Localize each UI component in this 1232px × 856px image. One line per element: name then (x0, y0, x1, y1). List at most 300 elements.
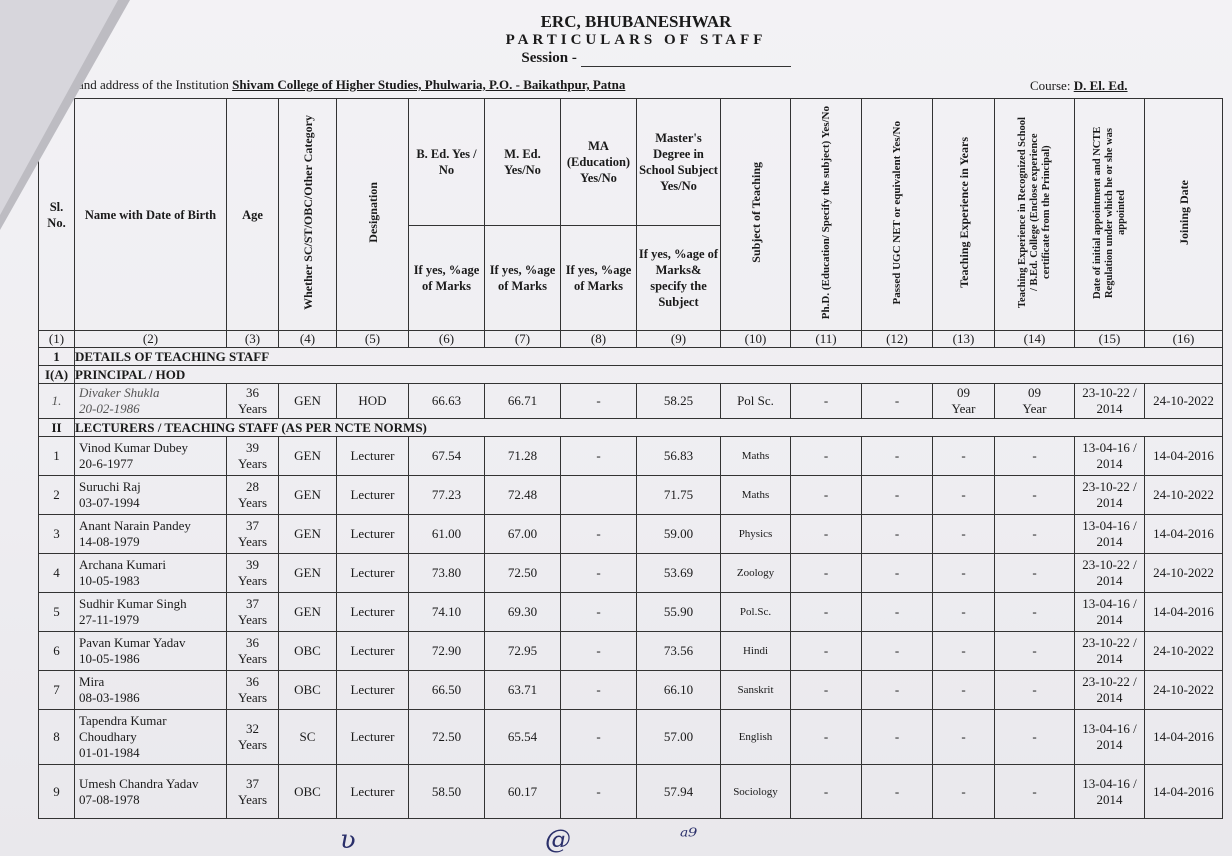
cell-name (75, 476, 227, 515)
col-joining-text: Joining Date (1176, 179, 1191, 245)
cell-designation (337, 515, 409, 554)
subject-text: Maths (741, 489, 770, 501)
cell-sl (39, 765, 75, 819)
column-number: (7) (485, 331, 561, 348)
category-text: GEN (294, 565, 321, 580)
bed-text: 74.10 (431, 604, 462, 619)
section-title: PRINCIPAL / HOD (75, 366, 1223, 384)
appt-year: 2014 (1096, 791, 1123, 807)
col-sl: Sl. No. (39, 99, 75, 331)
exp-text: - (961, 682, 966, 697)
col-category-text: Whether SC/ST/OBC/Other Category (300, 115, 315, 310)
net-text: - (894, 643, 900, 658)
cell-designation (337, 593, 409, 632)
section-number: I(A) (39, 366, 75, 384)
cell-appointment (1075, 671, 1145, 710)
cell-masters (637, 671, 721, 710)
phd-text: - (823, 448, 829, 463)
masters-text: 56.83 (663, 448, 694, 463)
bed-text: 72.90 (431, 643, 462, 658)
column-number: (4) (279, 331, 337, 348)
col-med-top: M. Ed. Yes/No (485, 99, 561, 226)
appt-date: 23-10-22 / (1082, 674, 1137, 689)
exp2-value: 09 (1028, 385, 1041, 400)
cell-phd (791, 515, 862, 554)
exp2-text: - (1032, 604, 1037, 619)
table-row (39, 765, 1223, 819)
column-number: (9) (637, 331, 721, 348)
exp-text: - (961, 604, 966, 619)
section-row (39, 419, 1223, 437)
table-row (39, 671, 1223, 710)
cell-name (75, 710, 227, 765)
masters-text: 53.69 (663, 565, 694, 580)
cell-experience (933, 632, 995, 671)
bed-text: 58.50 (431, 783, 462, 799)
col-appointment-text: Date of initial appointment and NCTE Regulation under which he or she was appointed (1091, 126, 1127, 299)
cell-bed (409, 437, 485, 476)
cell-bed (409, 710, 485, 765)
column-number: (10) (721, 331, 791, 348)
age-value: 37 (246, 596, 259, 611)
exp-value: 09 (957, 385, 970, 400)
cell-category (279, 437, 337, 476)
cell-experience-recognized (995, 437, 1075, 476)
cell-joining (1145, 476, 1223, 515)
sl-text: 5 (53, 604, 60, 619)
cell-name (75, 632, 227, 671)
appt-date: 23-10-22 / (1082, 385, 1137, 400)
cell-med: 66.71 (485, 384, 561, 419)
cell-med (485, 437, 561, 476)
bed-text: 77.23 (431, 487, 462, 502)
bed-text: 67.54 (431, 448, 462, 463)
column-number: (11) (791, 331, 862, 348)
col-phd-text: Ph.D. (Education/ Specify the subject) Yes/No (820, 105, 832, 320)
cell-experience-recognized (995, 554, 1075, 593)
cell-net (862, 671, 933, 710)
cell-ma (561, 554, 637, 593)
cell-masters (637, 593, 721, 632)
table-row (39, 554, 1223, 593)
column-number: (12) (862, 331, 933, 348)
designation-text: Lecturer (350, 643, 395, 658)
sl-text: 7 (53, 682, 60, 697)
cell-phd (791, 710, 862, 765)
cell-bed (409, 476, 485, 515)
age-value: 39 (246, 440, 259, 455)
table-row (39, 515, 1223, 554)
cell-bed (409, 554, 485, 593)
cell-experience (933, 437, 995, 476)
cell-name (75, 765, 227, 819)
cell-bed (409, 671, 485, 710)
age-unit: Years (237, 737, 267, 752)
category-text: OBC (294, 783, 321, 799)
exp-text: - (961, 526, 966, 541)
sl-text: 3 (53, 526, 60, 541)
age-unit: Years (237, 573, 267, 588)
col-masters-top: Master's Degree in School Subject Yes/No (637, 99, 721, 226)
ma-text: - (596, 783, 601, 799)
cell-masters (637, 632, 721, 671)
appt-date: 13-04-16 / (1082, 440, 1137, 455)
course-value: D. El. Ed. (1073, 78, 1128, 93)
cell-subject: Pol Sc. (721, 384, 791, 419)
exp2-unit: Year (1022, 401, 1047, 416)
cell-ma (561, 476, 637, 515)
cell-sl (39, 632, 75, 671)
signature-1: ʋ (340, 825, 356, 855)
cell-med (485, 593, 561, 632)
cell-subject (721, 632, 791, 671)
ma-text: - (596, 729, 601, 744)
med-text: 60.17 (507, 783, 538, 799)
cell-masters (637, 515, 721, 554)
masters-text: 66.10 (663, 682, 694, 697)
med-text: 65.54 (507, 729, 538, 744)
cell-subject (721, 710, 791, 765)
subject-text: Sanskrit (737, 684, 774, 696)
cell-appointment (1075, 515, 1145, 554)
exp-text: - (961, 729, 966, 744)
name-text: Anant Narain Pandey (79, 518, 191, 533)
cell-net (862, 632, 933, 671)
exp-unit: Year (951, 401, 976, 416)
cell-net (862, 476, 933, 515)
phd-text: - (823, 682, 829, 697)
staff-table (38, 98, 1223, 819)
section-number: 1 (39, 348, 75, 366)
signature-2: @ (545, 825, 571, 855)
col-name: Name with Date of Birth (75, 99, 227, 331)
name-text: Mira (79, 674, 105, 689)
net-text: - (894, 729, 900, 744)
dob-text: 14-08-1979 (79, 534, 140, 549)
ma-text: - (596, 682, 601, 697)
column-number: (2) (75, 331, 227, 348)
cell-ma: - (561, 384, 637, 419)
column-number: (13) (933, 331, 995, 348)
table-row (39, 632, 1223, 671)
cell-ma (561, 710, 637, 765)
net-text: - (894, 682, 900, 697)
cell-category (279, 515, 337, 554)
table-body (39, 331, 1223, 819)
cell-joining (1145, 437, 1223, 476)
cell-category (279, 476, 337, 515)
session-label: Session - (521, 50, 577, 66)
name-text: Divaker Shukla (79, 385, 160, 400)
cell-name (75, 593, 227, 632)
cell-category (279, 710, 337, 765)
bed-text: 73.80 (431, 565, 462, 580)
page-fold-highlight (0, 0, 118, 215)
age-value: 39 (246, 557, 259, 572)
col-experience-text: Teaching Experience in Years (956, 137, 971, 288)
cell-sl (39, 437, 75, 476)
appt-year: 2014 (1096, 612, 1123, 627)
dob-text: 03-07-1994 (79, 495, 140, 510)
cell-name (75, 515, 227, 554)
cell-net (862, 765, 933, 819)
cell-net (862, 437, 933, 476)
col-designation-text: Designation (365, 182, 380, 243)
age-value: 37 (246, 518, 259, 533)
exp-text: - (961, 783, 966, 799)
appt-date: 13-04-16 / (1082, 596, 1137, 611)
col-net-text: Passed UGC NET or equivalent Yes/No (891, 120, 903, 305)
cell-designation (337, 671, 409, 710)
masters-text: 55.90 (663, 604, 694, 619)
designation-text: Lecturer (350, 526, 395, 541)
cell-category (279, 593, 337, 632)
exp2-text: - (1032, 565, 1037, 580)
age-value: 36 (246, 674, 259, 689)
table-row (39, 476, 1223, 515)
cell-age (227, 476, 279, 515)
bed-text: 61.00 (431, 526, 462, 541)
cell-net: - (862, 384, 933, 419)
masters-text: 57.00 (663, 729, 694, 744)
ma-text: - (596, 526, 601, 541)
column-number: (8) (561, 331, 637, 348)
subject-text: Hindi (742, 645, 769, 657)
col-masters-bottom: If yes, %age of Marks& specify the Subject (637, 226, 721, 331)
dob-text: 20-6-1977 (79, 456, 134, 471)
age-value: 37 (246, 775, 259, 791)
net-text: - (894, 487, 900, 502)
col-net (862, 99, 933, 331)
col-designation (337, 99, 409, 331)
cell-ma (561, 671, 637, 710)
cell-bed (409, 515, 485, 554)
appt-year: 2014 (1096, 737, 1123, 752)
category-text: OBC (294, 643, 321, 658)
cell-designation (337, 476, 409, 515)
cell-joining (1145, 593, 1223, 632)
cell-sl (39, 476, 75, 515)
appt-year: 2014 (1096, 534, 1123, 549)
cell-ma (561, 632, 637, 671)
phd-text: - (823, 526, 829, 541)
column-number: (16) (1145, 331, 1223, 348)
age-unit: Years (237, 690, 267, 705)
column-number: (3) (227, 331, 279, 348)
cell-name (75, 554, 227, 593)
exp-text: - (961, 448, 966, 463)
col-bed-top: B. Ed. Yes / No (409, 99, 485, 226)
med-text: 72.95 (507, 643, 538, 658)
cell-masters (637, 554, 721, 593)
col-joining (1145, 99, 1223, 331)
cell-joining (1145, 710, 1223, 765)
col-ma-bottom: If yes, %age of Marks (561, 226, 637, 331)
ma-text: - (596, 604, 601, 619)
cell-bed (409, 632, 485, 671)
ma-text: - (596, 643, 601, 658)
session-blank (581, 52, 791, 67)
signature-3: ᵃ⁹ (680, 825, 698, 850)
joining-text: 14-04-2016 (1153, 783, 1214, 799)
table-row (39, 593, 1223, 632)
subject-text: English (738, 731, 773, 743)
med-text: 63.71 (507, 682, 538, 697)
exp-text: - (961, 565, 966, 580)
cell-appointment (1075, 765, 1145, 819)
designation-text: Lecturer (350, 487, 395, 502)
bed-text: 72.50 (431, 729, 462, 744)
sl-text: 1 (53, 448, 60, 463)
category-text: GEN (294, 604, 321, 619)
cell-category (279, 632, 337, 671)
appt-date: 13-04-16 / (1082, 775, 1137, 791)
cell-experience (933, 765, 995, 819)
col-phd (791, 99, 862, 331)
dob-text: 20-02-1986 (79, 401, 140, 416)
section-number: II (39, 419, 75, 437)
med-text: 72.48 (507, 487, 538, 502)
cell-med (485, 765, 561, 819)
joining-text: 24-10-2022 (1153, 565, 1214, 580)
cell-category: GEN (279, 384, 337, 419)
med-text: 69.30 (507, 604, 538, 619)
cell-net (862, 593, 933, 632)
cell-med (485, 515, 561, 554)
age-unit: Years (237, 456, 267, 471)
col-experience (933, 99, 995, 331)
col-subject (721, 99, 791, 331)
net-text: - (894, 448, 900, 463)
joining-text: 14-04-2016 (1153, 526, 1214, 541)
cell-phd (791, 554, 862, 593)
exp2-text: - (1032, 783, 1037, 799)
age-unit: Years (237, 495, 267, 510)
section-row (39, 366, 1223, 384)
col-category (279, 99, 337, 331)
cell-net (862, 710, 933, 765)
cell-experience (933, 384, 995, 419)
col-age: Age (227, 99, 279, 331)
cell-age (227, 515, 279, 554)
cell-subject (721, 671, 791, 710)
cell-joining (1145, 671, 1223, 710)
phd-text: - (823, 565, 829, 580)
header-authority: ERC, BHUBANESHWAR (540, 12, 732, 31)
cell-experience (933, 593, 995, 632)
cell-experience (933, 515, 995, 554)
appt-year: 2014 (1096, 495, 1123, 510)
cell-phd (791, 476, 862, 515)
appt-date: 13-04-16 / (1082, 518, 1137, 533)
table-row-principal (39, 384, 1223, 419)
column-number: (14) (995, 331, 1075, 348)
exp2-text: - (1032, 729, 1037, 744)
med-text: 67.00 (507, 526, 538, 541)
joining-text: 24-10-2022 (1153, 682, 1214, 697)
designation-text: Lecturer (350, 783, 395, 799)
cell-subject (721, 593, 791, 632)
cell-sl (39, 554, 75, 593)
cell-sl (39, 515, 75, 554)
cell-bed (409, 593, 485, 632)
joining-text: 24-10-2022 (1153, 487, 1214, 502)
course-label: Course: (1030, 78, 1071, 93)
col-experience-recognized (995, 99, 1075, 331)
header-session (40, 50, 1232, 67)
cell-med (485, 710, 561, 765)
joining-text: 24-10-2022 (1153, 643, 1214, 658)
designation-text: Lecturer (350, 565, 395, 580)
sl-text: 4 (53, 565, 60, 580)
cell-sl: 1. (39, 384, 75, 419)
cell-net (862, 515, 933, 554)
phd-text: - (823, 604, 829, 619)
cell-ma (561, 437, 637, 476)
dob-text: 07-08-1978 (79, 791, 140, 807)
masters-text: 73.56 (663, 643, 694, 658)
institution-line (78, 77, 625, 93)
cell-designation (337, 554, 409, 593)
cell-designation (337, 710, 409, 765)
exp2-text: - (1032, 448, 1037, 463)
cell-experience-recognized (995, 384, 1075, 419)
cell-joining (1145, 554, 1223, 593)
header-title: PARTICULARS OF STAFF (505, 32, 767, 48)
net-text: - (894, 565, 900, 580)
cell-appointment (1075, 554, 1145, 593)
name-text: Sudhir Kumar Singh (79, 596, 187, 611)
designation-text: Lecturer (350, 448, 395, 463)
table-row (39, 710, 1223, 765)
category-text: GEN (294, 526, 321, 541)
cell-age (227, 437, 279, 476)
cell-subject (721, 515, 791, 554)
dob-text: 10-05-1983 (79, 573, 140, 588)
designation-text: Lecturer (350, 604, 395, 619)
cell-category (279, 554, 337, 593)
appt-year: 2014 (1096, 456, 1123, 471)
cell-age (227, 765, 279, 819)
cell-experience (933, 710, 995, 765)
section-title: DETAILS OF TEACHING STAFF (75, 348, 1223, 366)
cell-masters (637, 437, 721, 476)
dob-text: 08-03-1986 (79, 690, 140, 705)
institution-name: Shivam College of Higher Studies, Phulwaria, P.O. - Baikathpur, Patna (232, 77, 626, 92)
column-number: (6) (409, 331, 485, 348)
section-row (39, 348, 1223, 366)
col-appointment (1075, 99, 1145, 331)
name-text: Tapendra Kumar Choudhary (79, 713, 167, 744)
appt-date: 13-04-16 / (1082, 721, 1137, 736)
age-value: 28 (246, 479, 259, 494)
name-text: Pavan Kumar Yadav (79, 635, 186, 650)
cell-sl (39, 593, 75, 632)
cell-experience (933, 554, 995, 593)
cell-ma (561, 515, 637, 554)
subject-text: Sociology (733, 785, 778, 798)
cell-category (279, 765, 337, 819)
cell-sl (39, 710, 75, 765)
cell-experience-recognized (995, 632, 1075, 671)
cell-experience-recognized (995, 515, 1075, 554)
cell-experience-recognized (995, 765, 1075, 819)
cell-experience-recognized (995, 593, 1075, 632)
cell-subject (721, 765, 791, 819)
cell-age (227, 384, 279, 419)
bed-text: 66.50 (431, 682, 462, 697)
dob-text: 01-01-1984 (79, 745, 140, 760)
